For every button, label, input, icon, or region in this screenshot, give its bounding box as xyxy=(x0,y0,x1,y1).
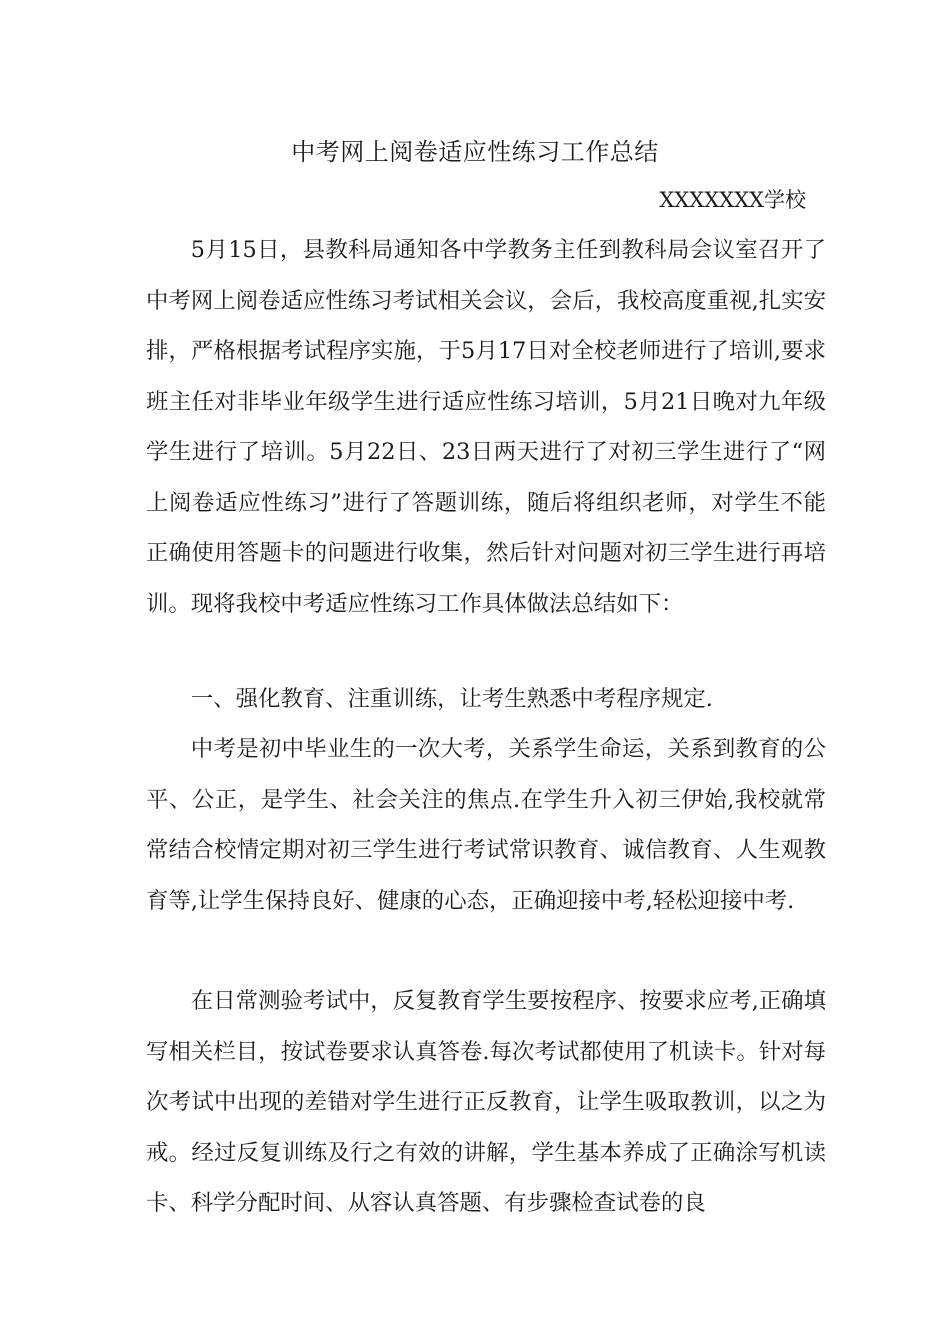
paragraph-body-2: 在日常测验考试中，反复教育学生要按程序、按要求应考,正确填写相关栏目，按试卷要求认真答卷.每次考试都使用了机读卡。针对每次考试中出现的差错对学生进行正反教育，让学生吸取教训，以之为戒。经过反复训练及行之有效的讲解，学生基本养成了正确涂写机读卡、科学分配时间、从容认真答题、有步骤检查试卷的良 xyxy=(146,988,826,1216)
school-name: XXXXXXX学校 xyxy=(659,188,806,212)
paragraph-intro: 5月15日，县教科局通知各中学教务主任到教科局会议室召开了中考网上阅卷适应性练习考试相关会议，会后，我校高度重视,扎实安排，严格根据考试程序实施，于5月17日对全校老师进行了培训,要求班主任对非毕业年级学生进行适应性练习培训，5月21日晚对九年级学生进行了培训。5月22日、23日两天进行了对初三学生进行了“网上阅卷适应性练习”进行了答题训练，随后将组织老师，对学生不能正确使用答题卡的问题进行收集，然后针对问题对初三学生进行再培训。现将我校中考适应性练习工作具体做法总结如下： xyxy=(146,237,826,617)
paragraph-body-1: 中考是初中毕业生的一次大考，关系学生命运，关系到教育的公平、公正，是学生、社会关注的焦点.在学生升入初三伊始,我校就常常结合校情定期对初三学生进行考试常识教育、诚信教育、人生观教育等,让学生保持良好、健康的心态，正确迎接中考,轻松迎接中考. xyxy=(146,736,826,914)
section-heading-1: 一、强化教育、注重训练，让考生熟悉中考程序规定. xyxy=(190,686,713,712)
document-title: 中考网上阅卷适应性练习工作总结 xyxy=(291,138,659,166)
